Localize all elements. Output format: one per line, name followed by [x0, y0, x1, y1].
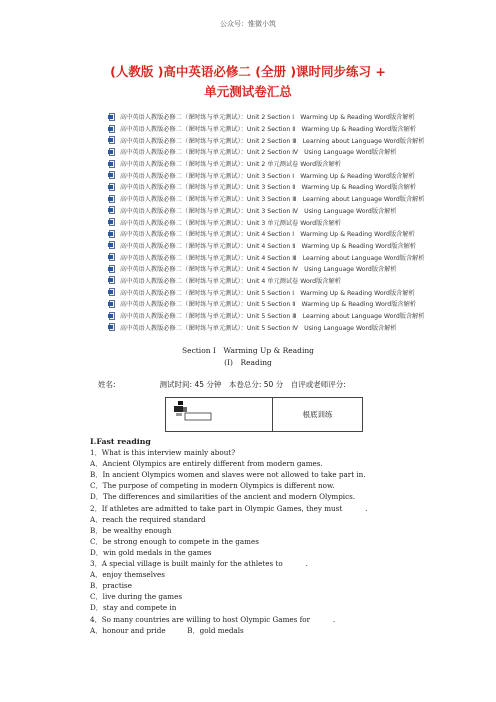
answer-blank[interactable]: .: [342, 503, 368, 513]
file-list-item[interactable]: [108, 251, 468, 263]
question-line: [90, 626, 430, 637]
question-text: A．reach the required standard: [90, 514, 206, 524]
file-list-item[interactable]: [108, 134, 468, 146]
word-document-icon: [108, 265, 116, 273]
word-document-icon: [108, 241, 116, 249]
file-name: 高中英语人教版必修二（课时练与单元测试）：Unit 2 单元测试卷 Word版含解析: [120, 161, 341, 169]
file-name: 高中英语人教版必修二（课时练与单元测试）：Unit 2 Section Ⅳ Using Language Word版含解析: [120, 149, 397, 157]
word-document-icon: [108, 183, 116, 191]
file-name: 高中英语人教版必修二（课时练与单元测试）：Unit 4 单元测试卷 Word版含解析: [120, 277, 341, 285]
file-name: 高中英语人教版必修二（课时练与单元测试）：Unit 5 Section Ⅰ Warming Up & Reading Word版含解析: [120, 289, 415, 297]
word-document-icon: [108, 288, 116, 296]
question-line: [90, 504, 430, 515]
file-name: 高中英语人教版必修二（课时练与单元测试）：Unit 3 单元测试卷 Word版含解析: [120, 219, 341, 227]
section-heading: Section Ⅰ Warming Up & Reading: [182, 346, 314, 355]
question-text: 4．So many countries are willing to host Olympic Games for: [90, 614, 311, 624]
file-list-item[interactable]: [108, 298, 468, 310]
file-list-item[interactable]: [108, 275, 468, 287]
question-line: [90, 492, 430, 503]
file-name: 高中英语人教版必修二（课时练与单元测试）：Unit 4 Section Ⅱ Warming Up & Reading Word版含解析: [120, 242, 416, 250]
file-name: 高中英语人教版必修二（课时练与单元测试）：Unit 2 Section Ⅱ Warming Up & Reading Word版含解析: [120, 126, 416, 134]
file-list-item[interactable]: [108, 111, 468, 123]
question-text: C．live during the games: [90, 592, 183, 602]
file-list-item[interactable]: [108, 193, 468, 205]
question-text: A．honour and pride B．gold medals: [90, 625, 244, 635]
info-line: [98, 379, 346, 390]
file-list-item[interactable]: [108, 216, 468, 228]
page-header-note: 公众号：惟微小筑: [220, 20, 276, 28]
word-document-icon: [108, 136, 116, 144]
answer-blank[interactable]: .: [282, 559, 308, 569]
word-document-icon: [108, 113, 116, 121]
document-title-line-2: 单元测试卷汇总: [204, 84, 292, 99]
question-line: [90, 537, 430, 548]
file-list: [108, 111, 468, 333]
question-text: 1．What is this interview mainly about?: [90, 448, 236, 458]
word-document-icon: [108, 171, 116, 179]
file-list-item[interactable]: [108, 169, 468, 181]
section-subheading: (Ⅰ) Reading: [224, 358, 272, 367]
question-text: C．The purpose of competing in modern Olympics is different now.: [90, 481, 335, 491]
question-text: B．In ancient Olympics women and slaves were not allowed to take part in.: [90, 470, 366, 480]
file-list-item[interactable]: [108, 321, 468, 333]
file-name: 高中英语人教版必修二（课时练与单元测试）：Unit 4 Section Ⅳ Using Language Word版含解析: [120, 266, 397, 274]
word-document-icon: [108, 160, 116, 168]
question-line: [90, 459, 430, 470]
question-line: [90, 570, 430, 581]
question-line: [90, 481, 430, 492]
question-text: 2．If athletes are admitted to take part in Olympic Games, they must: [90, 503, 343, 513]
question-text: D．The differences and similarities of the ancient and modern Olympics.: [90, 492, 356, 502]
corner-stamp-graphic: [172, 401, 212, 421]
part-title: Ⅰ.Fast reading: [90, 437, 151, 446]
answer-blank[interactable]: .: [310, 614, 336, 624]
file-name: 高中英语人教版必修二（课时练与单元测试）：Unit 5 Section Ⅳ Using Language Word版含解析: [120, 324, 397, 332]
question-line: [90, 526, 430, 537]
file-list-item[interactable]: [108, 205, 468, 217]
question-text: C．be strong enough to compete in the games: [90, 536, 259, 546]
question-line: [90, 548, 430, 559]
question-text: A．enjoy themselves: [90, 570, 165, 580]
question-line: [90, 592, 430, 603]
question-text: D．stay and compete in: [90, 603, 177, 613]
question-text: 3．A special village is built mainly for the athletes to: [90, 559, 283, 569]
training-box: [165, 397, 363, 432]
question-line: [90, 603, 430, 614]
question-line: [90, 470, 430, 481]
word-document-icon: [108, 218, 116, 226]
word-document-icon: [108, 253, 116, 261]
question-line: [90, 515, 430, 526]
file-name: 高中英语人教版必修二（课时练与单元测试）：Unit 2 Section Ⅲ Learning about Language Word版含解析: [120, 137, 425, 145]
file-name: 高中英语人教版必修二（课时练与单元测试）：Unit 2 Section Ⅰ Warming Up & Reading Word版含解析: [120, 114, 415, 122]
file-list-item[interactable]: [108, 286, 468, 298]
word-document-icon: [108, 300, 116, 308]
file-name: 高中英语人教版必修二（课时练与单元测试）：Unit 5 Section Ⅱ Warming Up & Reading Word版含解析: [120, 301, 416, 309]
file-list-item[interactable]: [108, 263, 468, 275]
question-line: [90, 581, 430, 592]
word-document-icon: [108, 125, 116, 133]
word-document-icon: [108, 323, 116, 331]
word-document-icon: [108, 312, 116, 320]
file-list-item[interactable]: [108, 240, 468, 252]
file-list-item[interactable]: [108, 123, 468, 135]
file-name: 高中英语人教版必修二（课时练与单元测试）：Unit 3 Section Ⅱ Warming Up & Reading Word版含解析: [120, 184, 416, 192]
file-name: 高中英语人教版必修二（课时练与单元测试）：Unit 4 Section Ⅰ Warming Up & Reading Word版含解析: [120, 231, 415, 239]
word-document-icon: [108, 195, 116, 203]
file-list-item[interactable]: [108, 158, 468, 170]
file-list-item[interactable]: [108, 181, 468, 193]
file-name: 高中英语人教版必修二（课时练与单元测试）：Unit 3 Section Ⅲ Learning about Language Word版含解析: [120, 196, 425, 204]
question-text: A．Ancient Olympics are entirely different from modern games.: [90, 459, 323, 469]
question-line: [90, 448, 430, 459]
question-line: [90, 559, 430, 570]
question-text: D．win gold medals in the games: [90, 547, 212, 557]
file-name: 高中英语人教版必修二（课时练与单元测试）：Unit 5 Section Ⅲ Learning about Language Word版含解析: [120, 313, 425, 321]
question-text: B．be wealthy enough: [90, 525, 172, 535]
document-title-line-1: (人教版 )高中英语必修二 (全册 )课时同步练习 +: [110, 64, 386, 79]
file-name: 高中英语人教版必修二（课时练与单元测试）：Unit 4 Section Ⅲ Learning about Language Word版含解析: [120, 254, 425, 262]
name-label: 姓名:: [98, 380, 116, 389]
file-list-item[interactable]: [108, 310, 468, 322]
question-text: B．practise: [90, 581, 132, 591]
file-name: 高中英语人教版必修二（课时练与单元测试）：Unit 3 Section Ⅰ Warming Up & Reading Word版含解析: [120, 172, 415, 180]
file-name: 高中英语人教版必修二（课时练与单元测试）：Unit 3 Section Ⅳ Using Language Word版含解析: [120, 207, 397, 215]
box-label: 根底训练: [302, 410, 333, 419]
question-section: [90, 437, 430, 637]
word-document-icon: [108, 230, 116, 238]
question-line: [90, 615, 430, 626]
question-lines: [90, 448, 430, 637]
file-list-item[interactable]: [108, 146, 468, 158]
word-document-icon: [108, 206, 116, 214]
word-document-icon: [108, 276, 116, 284]
file-list-item[interactable]: [108, 228, 468, 240]
word-document-icon: [108, 148, 116, 156]
test-details: 测试时间: 45 分钟 本卷总分: 50 分 自评或老师评分:: [159, 380, 346, 389]
